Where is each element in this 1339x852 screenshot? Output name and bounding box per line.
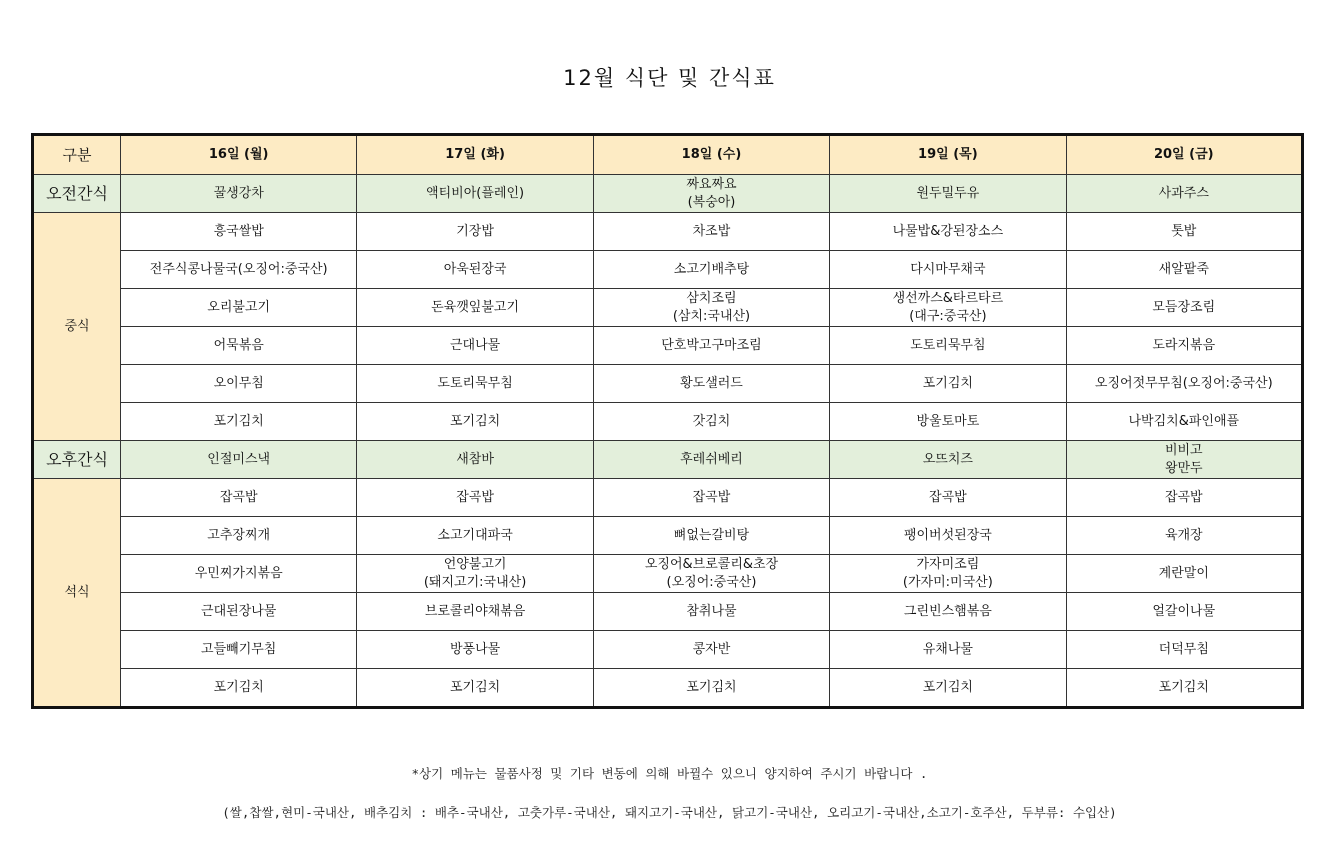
menu-cell: [593, 555, 829, 593]
menu-cell: [121, 251, 357, 289]
menu-item-text: 오리불고기: [207, 299, 271, 315]
category-label: 오전간식: [33, 175, 121, 213]
menu-item-text: 근대된장나물: [201, 603, 277, 619]
menu-item-text: 꿀생강차: [213, 185, 264, 201]
menu-item-text: 더덕무침: [1158, 641, 1209, 657]
menu-item-text: 유채나물: [922, 641, 973, 657]
menu-cell: [593, 175, 829, 213]
menu-item-text: (복숭아): [687, 194, 736, 210]
menu-cell: [1066, 213, 1302, 251]
lunch-row: [33, 327, 1303, 365]
menu-cell: [357, 593, 593, 631]
menu-item-text: 액티비아(플레인): [426, 185, 525, 201]
menu-cell: [1066, 593, 1302, 631]
menu-item-text: 고추장찌개: [207, 527, 271, 543]
dinner-row: [33, 593, 1303, 631]
header-day: 19일 (목): [830, 135, 1066, 175]
menu-item-text: 황도샐러드: [680, 375, 743, 391]
menu-item-text: 차조밥: [692, 223, 731, 239]
menu-item-text: 잡곡밥: [1164, 489, 1203, 505]
menu-cell: [1066, 555, 1302, 593]
menu-cell: [830, 479, 1066, 517]
menu-cell: [1066, 365, 1302, 403]
menu-cell: [121, 327, 357, 365]
lunch-row: [33, 365, 1303, 403]
menu-item-text: 도토리묵무침: [437, 375, 513, 391]
menu-item-text: 참취나물: [686, 603, 737, 619]
menu-cell: [357, 251, 593, 289]
menu-item-text: 다시마무채국: [910, 261, 986, 277]
menu-cell: [357, 365, 593, 403]
menu-item-text: (삼치:국내산): [672, 308, 751, 324]
menu-cell: [121, 441, 357, 479]
menu-item-text: 포기김치: [922, 679, 973, 695]
menu-cell: [121, 213, 357, 251]
menu-cell: [1066, 251, 1302, 289]
menu-item-text: 잡곡밥: [456, 489, 494, 505]
menu-item-text: 새알팥죽: [1158, 261, 1209, 277]
menu-cell: [1066, 289, 1302, 327]
menu-item-text: 뼈없는갈비탕: [673, 527, 750, 543]
category-label: 석식: [33, 479, 121, 708]
menu-cell: [121, 555, 357, 593]
menu-cell: [830, 631, 1066, 669]
menu-item-text: 사과주스: [1158, 185, 1209, 201]
menu-cell: [121, 631, 357, 669]
menu-cell: [830, 175, 1066, 213]
menu-cell: [593, 213, 829, 251]
lunch-row: [33, 251, 1303, 289]
menu-cell: [593, 327, 829, 365]
menu-item-text: 얼갈이나물: [1152, 603, 1216, 619]
menu-cell: [357, 517, 593, 555]
menu-cell: [830, 555, 1066, 593]
menu-cell: [1066, 175, 1302, 213]
menu-item-text: 포기김치: [449, 679, 501, 695]
meal-table: [31, 133, 1304, 709]
menu-cell: [121, 517, 357, 555]
morning-snack-row: [33, 175, 1303, 213]
menu-item-text: 육개장: [1164, 527, 1203, 543]
menu-cell: [593, 593, 829, 631]
menu-cell: [593, 441, 829, 479]
menu-cell: [593, 251, 829, 289]
menu-item-text: (가자미:미국산): [902, 574, 993, 590]
menu-cell: [357, 441, 593, 479]
menu-cell: [357, 403, 593, 441]
afternoon-snack-row: [33, 441, 1303, 479]
menu-cell: [357, 327, 593, 365]
header-day: 20일 (금): [1066, 135, 1302, 175]
menu-item-text: 소고기대파국: [437, 527, 513, 543]
menu-item-text: 계란말이: [1158, 565, 1209, 581]
menu-item-text: 포기김치: [1158, 679, 1209, 695]
menu-cell: [1066, 669, 1302, 708]
menu-item-text: 포기김치: [213, 679, 264, 695]
menu-item-text: 전주식콩나물국(오징어:중국산): [149, 261, 328, 277]
dinner-row: [33, 631, 1303, 669]
menu-item-text: 고들빼기무침: [201, 641, 277, 657]
menu-cell: [830, 403, 1066, 441]
menu-cell: [830, 517, 1066, 555]
lunch-row: [33, 213, 1303, 251]
menu-cell: [121, 289, 357, 327]
menu-item-text: 가자미조림: [916, 556, 980, 572]
menu-item-text: 짜요짜요: [686, 176, 737, 192]
menu-item-text: 언양불고기: [443, 556, 507, 572]
menu-cell: [593, 517, 829, 555]
category-label: 오후간식: [33, 441, 121, 479]
menu-item-text: 비비고: [1164, 442, 1203, 458]
menu-item-text: 단호박고구마조림: [661, 337, 762, 353]
menu-cell: [357, 289, 593, 327]
menu-item-text: 새참바: [456, 451, 494, 467]
menu-item-text: 흥국쌀밥: [213, 223, 264, 239]
menu-item-text: (대구:중국산): [909, 308, 987, 324]
menu-item-text: (오징어:중국산): [666, 574, 757, 590]
menu-item-text: 우민찌가지볶음: [194, 565, 283, 581]
page-title: 12월 식단 및 간식표: [563, 66, 776, 90]
menu-cell: [121, 479, 357, 517]
menu-item-text: 돈육깻잎불고기: [431, 299, 520, 315]
menu-cell: [357, 631, 593, 669]
menu-item-text: 기장밥: [456, 223, 494, 239]
menu-item-text: 나박김치&파인애플: [1128, 413, 1240, 429]
menu-cell: [830, 593, 1066, 631]
dinner-row: [33, 479, 1303, 517]
menu-item-text: 오징어젓무무침(오징어:중국산): [1094, 375, 1273, 391]
menu-cell: [357, 669, 593, 708]
header-day: 17일 (화): [357, 135, 593, 175]
menu-cell: [1066, 403, 1302, 441]
menu-item-text: 그린빈스햄볶음: [903, 603, 992, 619]
menu-cell: [1066, 327, 1302, 365]
menu-cell: [593, 365, 829, 403]
menu-cell: [121, 593, 357, 631]
menu-item-text: 잡곡밥: [929, 489, 967, 505]
menu-item-text: 오징어&브로콜리&초장: [644, 556, 779, 572]
menu-item-text: 모듬장조림: [1152, 299, 1216, 315]
menu-item-text: 포기김치: [922, 375, 973, 391]
menu-cell: [357, 175, 593, 213]
menu-cell: [830, 251, 1066, 289]
menu-cell: [1066, 479, 1302, 517]
menu-cell: [830, 213, 1066, 251]
menu-cell: [830, 289, 1066, 327]
menu-item-text: 방풍나물: [449, 641, 501, 657]
menu-cell: [357, 555, 593, 593]
menu-item-text: 도토리묵무침: [910, 337, 986, 353]
menu-item-text: 도라지볶음: [1152, 337, 1216, 353]
menu-item-text: 포기김치: [213, 413, 264, 429]
dinner-row: [33, 555, 1303, 593]
menu-item-text: 오뜨치즈: [922, 451, 973, 467]
menu-cell: [830, 669, 1066, 708]
menu-item-text: 톳밥: [1171, 223, 1197, 239]
menu-cell: [357, 479, 593, 517]
menu-cell: [593, 479, 829, 517]
menu-cell: [830, 327, 1066, 365]
menu-item-text: 생선까스&타르타르: [892, 290, 1004, 306]
menu-item-text: 인절미스낵: [207, 451, 271, 467]
menu-item-text: 갓김치: [692, 413, 731, 429]
menu-item-text: 팽이버섯된장국: [903, 527, 992, 543]
header-day: 18일 (수): [593, 135, 829, 175]
dinner-row: [33, 669, 1303, 708]
dinner-row: [33, 517, 1303, 555]
header-row: [33, 135, 1303, 175]
menu-cell: [593, 669, 829, 708]
menu-cell: [593, 403, 829, 441]
menu-cell: [1066, 517, 1302, 555]
header-day: 16일 (월): [121, 135, 357, 175]
menu-item-text: (돼지고기:국내산): [423, 574, 527, 590]
menu-item-text: 아욱된장국: [443, 261, 507, 277]
header-category: 구분: [33, 135, 121, 175]
menu-cell: [1066, 631, 1302, 669]
menu-item-text: 후레쉬베리: [680, 451, 743, 467]
menu-item-text: 어묵볶음: [213, 337, 264, 353]
menu-item-text: 포기김치: [686, 679, 737, 695]
menu-cell: [830, 365, 1066, 403]
menu-item-text: 잡곡밥: [692, 489, 731, 505]
menu-item-text: 포기김치: [449, 413, 501, 429]
menu-cell: [1066, 441, 1302, 479]
category-label: 중식: [33, 213, 121, 441]
menu-item-text: 잡곡밥: [219, 489, 258, 505]
menu-item-text: 브로콜리야채볶음: [424, 603, 526, 619]
menu-item-text: 나물밥&강된장소스: [892, 223, 1004, 239]
lunch-row: [33, 289, 1303, 327]
menu-item-text: 오이무침: [213, 375, 264, 391]
menu-cell: [121, 669, 357, 708]
menu-item-text: 원두밀두유: [916, 185, 980, 201]
notice-text: *상기 메뉴는 물품사정 및 기타 변동에 의해 바뀔수 있으니 양지하여 주시기 바랍니다 .: [411, 766, 928, 781]
menu-item-text: 삼치조림: [686, 290, 737, 306]
menu-cell: [593, 289, 829, 327]
menu-item-text: 콩자반: [692, 641, 731, 657]
menu-cell: [357, 213, 593, 251]
menu-cell: [121, 403, 357, 441]
lunch-row: [33, 403, 1303, 441]
menu-cell: [121, 175, 357, 213]
menu-cell: [830, 441, 1066, 479]
menu-cell: [121, 365, 357, 403]
menu-item-text: 근대나물: [449, 337, 501, 353]
menu-item-text: 방울토마토: [916, 413, 980, 429]
menu-item-text: 왕만두: [1164, 460, 1203, 476]
menu-item-text: 소고기배추탕: [673, 261, 750, 277]
menu-cell: [593, 631, 829, 669]
origin-text: (쌀,찹쌀,현미-국내산, 배추김치 : 배추-국내산, 고춧가루-국내산, 돼지고기-국내산, 닭고기-국내산, 오리고기-국내산,소고기-호주산, 두부류: 수입산): [222, 805, 1117, 820]
